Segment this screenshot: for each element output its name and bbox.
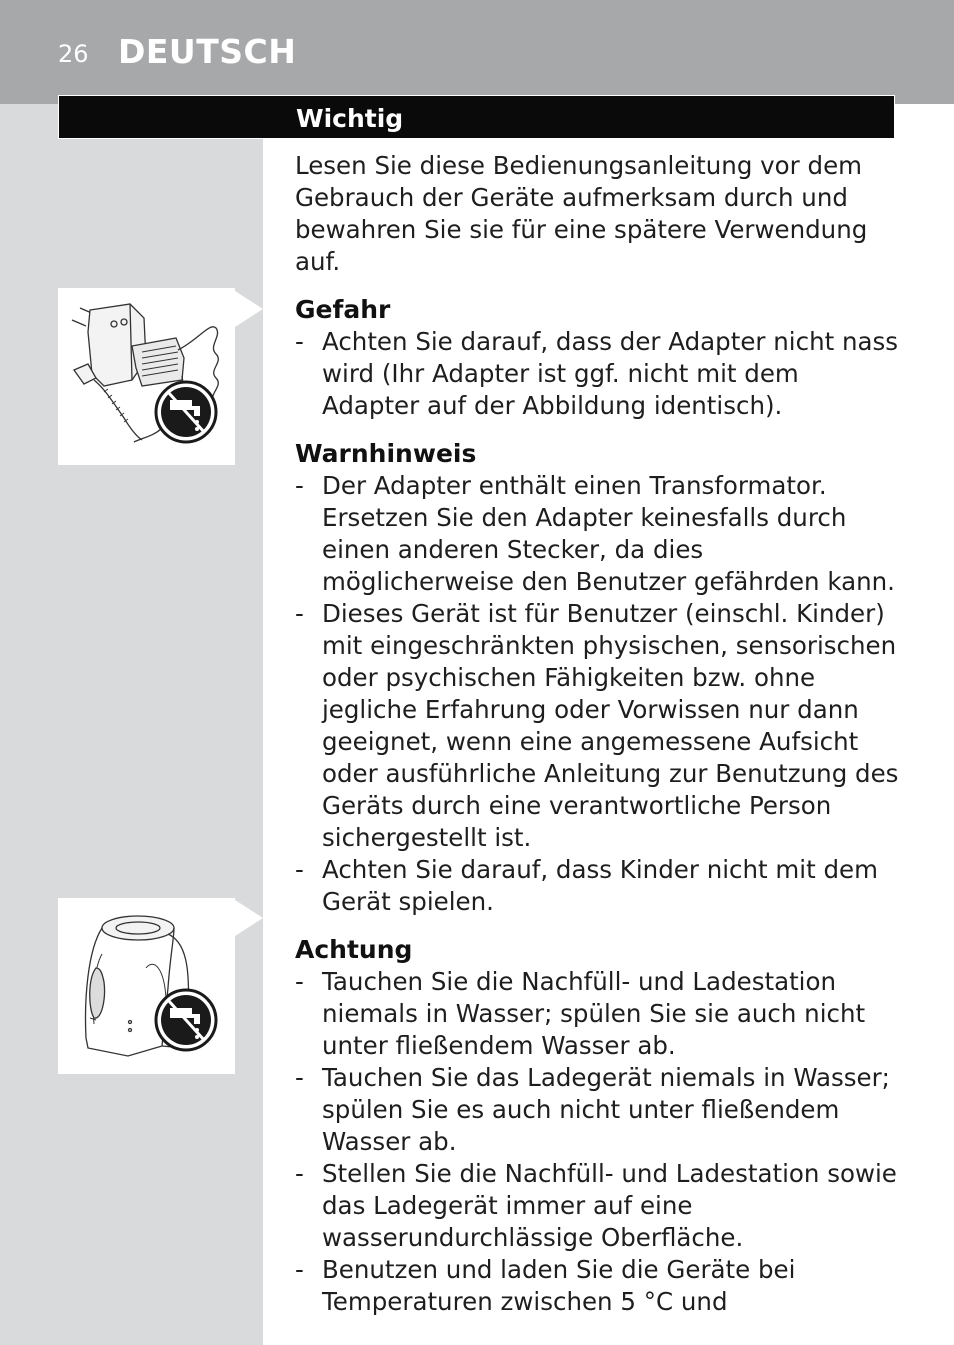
list-item: - Stellen Sie die Nachfüll- und Ladestation sowie das Ladegerät immer auf eine wasserundurchlässige Oberfläche. — [295, 1158, 900, 1254]
main-text — [295, 150, 900, 1334]
adapter-drawing — [58, 288, 235, 465]
list-item: - Der Adapter enthält einen Transformator. Ersetzen Sie den Adapter keinesfalls durch einen anderen Stecker, da dies möglicherweise den Benutzer gefährden kann. — [295, 470, 900, 598]
list-item: - Tauchen Sie die Nachfüll- und Ladestation niemals in Wasser; spülen Sie sie auch nicht unter fließendem Wasser ab. — [295, 966, 900, 1062]
section-heading-warnhinweis: Warnhinweis — [295, 439, 477, 468]
figure-pointer — [235, 900, 263, 936]
figure-pointer — [235, 291, 263, 327]
charger-drawing — [58, 898, 235, 1074]
language-title: DEUTSCH — [118, 32, 297, 71]
list-item: - Achten Sie darauf, dass Kinder nicht mit dem Gerät spielen. — [295, 854, 900, 918]
adapter-illustration — [58, 288, 235, 465]
intro-paragraph: Lesen Sie diese Bedienungsanleitung vor dem Gebrauch der Geräte aufmerksam durch und bewahren Sie sie für eine spätere Verwendung auf. — [295, 151, 868, 276]
section-list-achtung — [295, 966, 900, 1318]
section-heading-gefahr: Gefahr — [295, 295, 391, 324]
section-heading-achtung: Achtung — [295, 935, 413, 964]
page-number: 26 — [58, 40, 89, 68]
list-item: - Dieses Gerät ist für Benutzer (einschl. Kinder) mit eingeschränkten physischen, sensorischen oder psychischen Fähigkeiten bzw. ohne jegliche Erfahrung oder Vorwissen nur dann geeignet, wenn eine angemessene Aufsicht oder ausführliche Anleitung zur Benutzung des Geräts durch eine verantwortliche Person sichergestellt ist. — [295, 598, 900, 854]
list-item: - Achten Sie darauf, dass der Adapter nicht nass wird (Ihr Adapter ist ggf. nicht mit dem Adapter auf der Abbildung identisch). — [295, 326, 900, 422]
section-list-warnhinweis — [295, 470, 900, 918]
list-item: - Tauchen Sie das Ladegerät niemals in Wasser; spülen Sie es auch nicht unter fließendem Wasser ab. — [295, 1062, 900, 1158]
no-water-icon — [156, 990, 216, 1050]
page-header — [0, 0, 954, 104]
section-banner — [58, 95, 895, 139]
list-item: - Benutzen und laden Sie die Geräte bei Temperaturen zwischen 5 °C und — [295, 1254, 900, 1318]
section-list-gefahr — [295, 326, 900, 422]
no-water-icon — [156, 382, 216, 442]
charger-illustration — [58, 898, 235, 1074]
banner-title: Wichtig — [296, 104, 404, 133]
